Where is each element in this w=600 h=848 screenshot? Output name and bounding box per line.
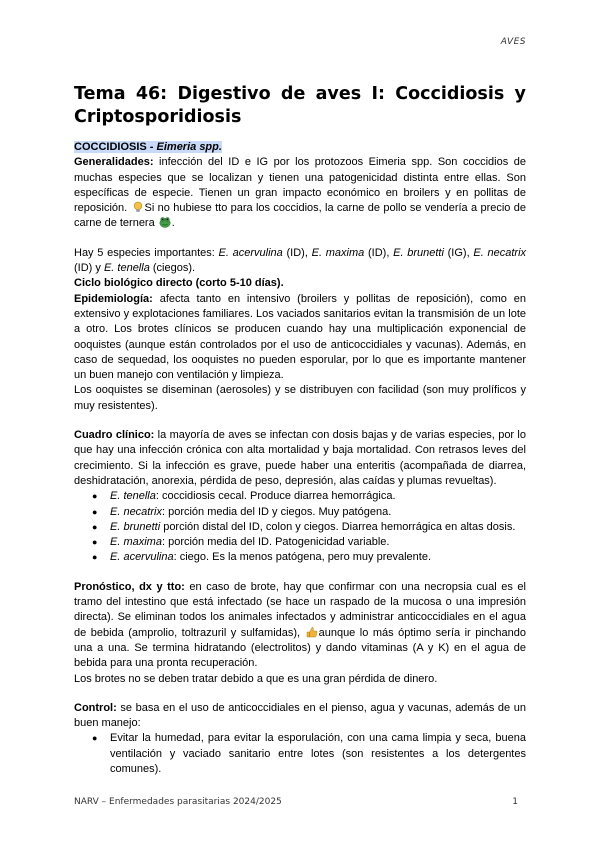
epidemiologia-paragraph: Epidemiología: afecta tanto en intensivo (broilers y pollitas de reposición), como en extensivo y explotaciones familiares. Los vaciados sanitarios evitan la transmisión de un lote a otro. Los brotes clínicos se producen cuando hay una multiplicación exponencial de ooquistes (aunque están controlados por el uso de anticoccidiales y vacunas). Además, en caso de sequedad, los ooquistes no pueden esporular, por lo que es importante mantener un buen manejo con ventilación y limpieza. [74, 292, 526, 382]
list-item: ● E. tenella: coccidiosis cecal. Produce diarrea hemorrágica. [110, 489, 526, 504]
cuadro-clinico-label: Cuadro clínico: [74, 429, 155, 442]
list-item: ● E. maxima: porción media del ID. Patogenicidad variable. [110, 535, 526, 550]
ciclo-biologico: Ciclo biológico directo (corto 5-10 días). [74, 277, 284, 290]
list-item: ● Evitar la humedad, para evitar la esporulación, con una cama limpia y seca, buena ventilación y vaciado sanitario entre lotes (son resistentes a los detergentes comunes). [110, 731, 526, 777]
title-word: Tema [74, 84, 126, 104]
title-word: de [280, 84, 306, 104]
frog-icon [159, 216, 171, 228]
heading-highlight: COCCIDIOSIS - Eimeria spp. [74, 141, 222, 153]
cuadro-clinico-paragraph: Cuadro clínico: la mayoría de aves se infectan con dosis bajas y de varias especies, por lo que hay una infección crónica con alta mortalidad y baja mortalidad. Con retrasos leves del crecimiento. Si la infección es grave, puede haber una enteritis (acompañada de diarrea, deshidratación, anorexia, pérdida de peso, depresión, alas caídas y plumas revueltas). [74, 429, 526, 487]
epidemiologia-label: Epidemiología: [74, 292, 153, 305]
lightbulb-icon [132, 201, 144, 213]
title-word: aves [315, 84, 362, 104]
page-title [74, 83, 526, 129]
generalidades-paragraph: Generalidades: infección del ID e IG por los protozoos Eimeria spp. Son coccidios de muchas especies que se localizan y tienen una patogenicidad distinta entre ellas. Son específicas de especie. Tienen un gran impacto económico en broilers y en pollitas de reposición. Si no hubiese tto para los coccidios, la carne de pollo se vendería a precio de carne de ternera . [74, 156, 526, 230]
control-paragraph: Control: se basa en el uso de anticoccidiales en el pienso, agua y vacunas, además de un buen manejo: [74, 701, 526, 730]
species-paragraph: Hay 5 especies importantes: E. acervulina (ID), E. maxima (ID), E. brunetti (IG), E. necatrix (ID) y E. tenella (ciegos). [74, 246, 527, 275]
list-item: ● E. necatrix: porción media del ID y ciegos. Muy patógena. [110, 505, 526, 520]
list-item: ● E. acervulina: ciego. Es la menos patógena, pero muy prevalente. [110, 550, 526, 565]
title-word: I: [371, 84, 385, 104]
title-word: 46: [135, 84, 168, 104]
pronostico-paragraph-2: Los brotes no se deben tratar debido a que es una gran pérdida de dinero. [74, 672, 438, 685]
document-body [74, 140, 526, 777]
header-section-label: AVES [500, 37, 526, 47]
title-word: y [514, 84, 526, 104]
control-label: Control: [74, 701, 117, 714]
section-heading-coccidiosis [74, 140, 526, 155]
pronostico-paragraph: Pronóstico, dx y tto: en caso de brote, hay que confirmar con una necropsia cual es el tramo del intestino que está infectado (se hace un raspado de la mucosa o una impresión directa). Se eliminan todos los animales infectados y administrar anticoccidiales en el agua de bebida (amprolio, toltrazuril y sulfamidas), aunque lo más óptimo sería ir pinchando una a una. Se termina hidratando (electrolitos) y dando vitaminas (A y K) en el agua de bebida para una pronta recuperación. [74, 580, 526, 670]
pronostico-label: Pronóstico, dx y tto: [74, 580, 185, 593]
thumbs-up-icon [306, 626, 318, 638]
page-number: 1 [512, 797, 518, 807]
list-item: ● E. brunetti porción distal del ID, colon y ciegos. Diarrea hemorrágica en altas dosis. [110, 520, 526, 535]
epidemiologia-paragraph-2: Los ooquistes se diseminan (aerosoles) y se distribuyen con facilidad (son muy prolíficos y muy resistentes). [74, 384, 526, 412]
footer-course: NARV – Enfermedades parasitarias 2024/2025 [74, 797, 282, 807]
title-word: Digestivo [177, 84, 271, 104]
title-line-2: Criptosporidiosis [74, 107, 242, 127]
control-list [74, 731, 526, 777]
generalidades-label: Generalidades: [74, 156, 154, 169]
species-list [74, 489, 526, 565]
title-word: Coccidiosis [395, 84, 505, 104]
